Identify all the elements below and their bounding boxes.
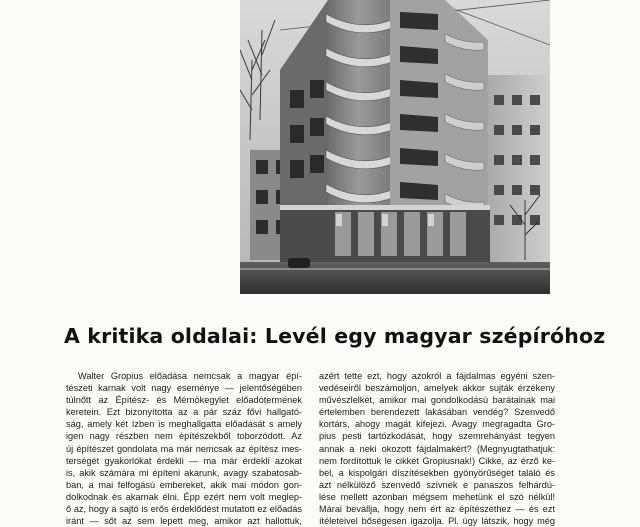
paragraph-line: igen nagy részben nem építészekből toborzódott. Az: [66, 431, 302, 442]
paragraph-line: művészlelkét, amikor mai gondolkodású barátainak mai: [319, 395, 555, 406]
paragraph-line: azt nélkülöző szenvedő szívnek e panaszos felhárdú-: [319, 479, 555, 490]
paragraph-line: terségét gyakorlókat érdekli — ma már érdekli azokat: [66, 455, 302, 466]
paragraph-line: ő az, hogy a sajtó is erős érdeklődést mutatott ez előadás: [66, 504, 302, 515]
building-photo: [240, 0, 550, 294]
paragraph-line: lése mellett azonban mégsem mehetünk el szó nélkül!: [319, 491, 555, 502]
paragraph-line: kortárs, ahogy magát kifejezi. Avagy megragadta Gro-: [319, 419, 555, 430]
paragraph-line: azért tette ezt, hogy azokról a fájdalmas egyéni szen-: [319, 371, 555, 381]
paragraph-line: nem fordítottuk le cikkét Gropiusnak!) Cikke, az érző ke-: [319, 455, 555, 466]
article-column-left: [66, 370, 302, 527]
article-column-right: [319, 370, 555, 527]
paragraph-line: dolkodnak és akarnak élni. Épp ezért nem volt meglep-: [66, 491, 302, 502]
paragraph-line: Márai bevallja, hogy nem ért az építészethez — és ezt: [319, 504, 555, 515]
paragraph-line: bel, a kispolgári díszítésekben gyönyörűséget találó és: [319, 467, 555, 478]
paragraph-line: vedéseiről beszámoljon, amelyek akkor sujták érzékeny: [319, 383, 555, 394]
paragraph-line: új építészet gondolata ma már nemcsak az építész mes-: [66, 443, 302, 454]
paragraph-line: tészeti karnak volt nagy eseménye — jelentőségében: [66, 383, 302, 394]
paragraph-line: annak a neki okozott fájdalmakért? (Megnyugtathatjuk:: [319, 443, 555, 454]
paragraph-line: ítéleteivel bőségesen igazolja. Pl. úgy látszik, hogy még: [319, 516, 555, 527]
paragraph-line: túlnőtt az Építész- és Mérnökegylet előadótermének: [66, 395, 302, 406]
paragraph-line: ság, amely két ízben is meghallgatta előadását s amely: [66, 419, 302, 430]
article-title: A kritika oldalai: Levél egy magyar szépíróhoz: [64, 324, 606, 348]
building-photo-image: [240, 0, 550, 294]
paragraph-line: ban, a mai felfogású embereket, akik mai módon gon-: [66, 479, 302, 490]
paragraph-line: is, akik számára mi építeni akarunk, avagy szabatosab-: [66, 467, 302, 478]
paragraph-line: iránt — sőt az sem lepett meg, amikor azt hallottuk,: [66, 516, 302, 527]
paragraph-line: pius pesti tartózkodását, hogy szemrehányást tegyen: [319, 431, 555, 442]
paragraph-line: keretein. Ezt bizonyította az a pár száz fővi hallgató-: [66, 407, 302, 418]
paragraph-line: értelemben berendezett lakásában vendég? Szenvedő: [319, 407, 555, 418]
paragraph-line: Walter Gropius előadása nemcsak a magyar épí-: [78, 371, 302, 381]
